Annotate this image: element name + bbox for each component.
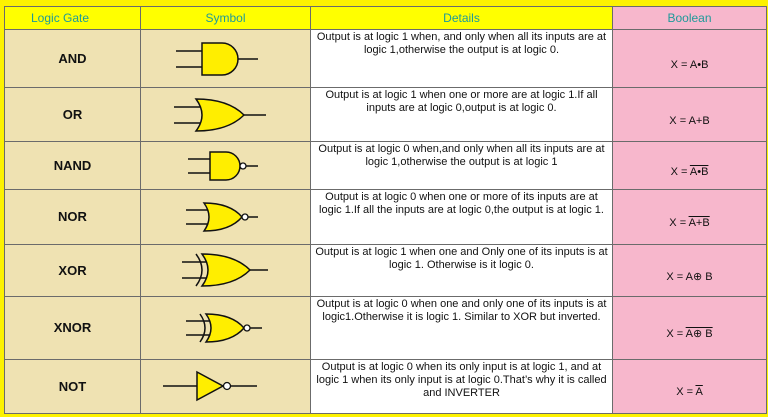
table-row: [5, 359, 767, 413]
boolean-expression: [613, 30, 767, 88]
not-gate-icon: [161, 366, 291, 406]
boolean-expression: [613, 190, 767, 244]
boolean-term: A•B: [689, 58, 709, 71]
xnor-gate-icon: [166, 310, 286, 346]
symbol-cell: [141, 30, 311, 88]
boolean-term: A+B: [688, 114, 710, 127]
details-header: Details: [311, 7, 613, 30]
symbol-cell: [141, 190, 311, 244]
boolean-header: Boolean: [613, 7, 767, 30]
gate-name: OR: [5, 88, 141, 142]
table-row: [5, 296, 767, 359]
gate-name: NOT: [5, 359, 141, 413]
gate-name: NAND: [5, 142, 141, 190]
gate-name: XOR: [5, 244, 141, 296]
symbol-cell: [141, 359, 311, 413]
header-row: [5, 7, 767, 30]
or-gate-icon: [166, 95, 286, 135]
boolean-prefix: X =: [670, 58, 690, 71]
boolean-prefix: X =: [676, 386, 696, 399]
symbol-cell: [141, 88, 311, 142]
gate-name: AND: [5, 30, 141, 88]
logic-gate-header: Logic Gate: [5, 7, 141, 30]
symbol-header: Symbol: [141, 7, 311, 30]
symbol-cell: [141, 244, 311, 296]
gate-details: Output is at logic 1 when one or more are at logic 1.If all inputs are at logic 0,output is at logic 0.: [311, 88, 613, 142]
boolean-term-inverted: $\overline{A}$: [695, 386, 703, 399]
gate-details: Output is at logic 0 when one and only one of its inputs is at logic1.Otherwise it is logic 1. Similar to XOR but inverted.: [311, 296, 613, 359]
boolean-expression: [613, 142, 767, 190]
boolean-expression: [613, 359, 767, 413]
table-row: [5, 190, 767, 244]
boolean-prefix: X =: [669, 216, 689, 229]
and-gate-icon: [166, 39, 286, 79]
nor-gate-icon: [166, 199, 286, 235]
boolean-term-inverted: A•B: [689, 165, 709, 178]
boolean-prefix: X =: [670, 165, 690, 178]
table-row: [5, 142, 767, 190]
logic-gates-table: [4, 6, 767, 414]
boolean-expression: [613, 244, 767, 296]
boolean-term: A⊕ B: [685, 270, 713, 283]
gate-details: Output is at logic 0 when its only input is at logic 1, and at logic 1 when its only input is at logic 0.That’s why it is called and INVERTER: [311, 359, 613, 413]
boolean-prefix: X =: [669, 114, 689, 127]
table-row: [5, 88, 767, 142]
boolean-prefix: X =: [666, 270, 686, 283]
boolean-term-inverted: A+B: [688, 216, 710, 229]
boolean-prefix: X =: [666, 328, 686, 341]
xor-gate-icon: [166, 250, 286, 290]
boolean-expression: [613, 296, 767, 359]
nand-gate-icon: [166, 148, 286, 184]
symbol-cell: [141, 142, 311, 190]
gate-details: Output is at logic 1 when one and Only one of its inputs is at logic 1. Otherwise is it logic 0.: [311, 244, 613, 296]
table-row: [5, 30, 767, 88]
gate-details: Output is at logic 0 when,and only when all its inputs are at logic 1,otherwise the output is at logic 1: [311, 142, 613, 190]
boolean-expression: [613, 88, 767, 142]
gate-details: Output is at logic 1 when, and only when all its inputs are at logic 1,otherwise the output is at logic 0.: [311, 30, 613, 88]
table-row: [5, 244, 767, 296]
gate-name: XNOR: [5, 296, 141, 359]
boolean-term-inverted: A⊕ B: [685, 328, 713, 341]
gate-details: Output is at logic 0 when one or more of its inputs are at logic 1.If all the inputs are at logic 0,the output is at logic 1.: [311, 190, 613, 244]
gate-name: NOR: [5, 190, 141, 244]
symbol-cell: [141, 296, 311, 359]
